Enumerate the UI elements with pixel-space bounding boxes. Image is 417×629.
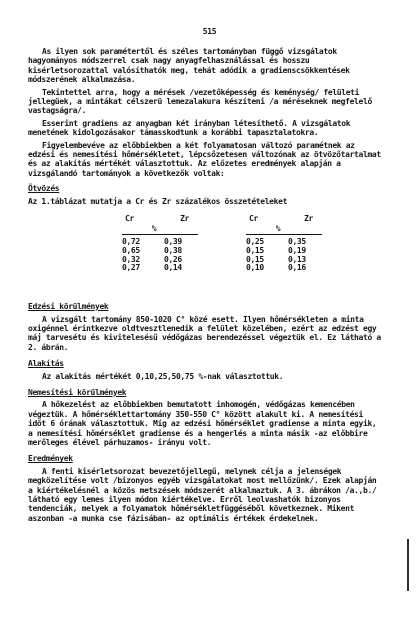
table-cell: 0,16 [288,263,306,273]
table-row [122,264,194,273]
table-cell: 0,38 [164,245,182,255]
table-cell: 0,65 [122,245,140,255]
table-cell: 0,15 [246,245,264,255]
table-cell: 0,19 [288,245,306,255]
eredmenyek-heading: Eredmények [28,454,73,464]
table-header-left [125,214,189,224]
intro-paragraph-1: As ilyen sok paramétertől és széles tartományban függő vizsgálatok hagyományos módszerrel csak nagy anyagfelhasználással és hosszu kisérletsorozattal valósíthatók meg, tehát adódik a gradienscsökkentések módszerének alkalmazása. [28,47,355,85]
nemesitesi-paragraph: A hőkezelést az előbbiekben bemutatott inhomogén, védőgázas kemencében végeztük. A hőmérséklettartomány 350-550 C° között alakult ki. A nemesítési időt 6 órának választottuk. Míg az edzési hőmérséklet gradiense a minta egyik, a nemesítési hőmérséklet gradiense és a hengerlés a minta másik -az előbbire merőleges élével párhuzamos- irányu volt. [28,400,381,447]
table-cell: 0,32 [122,254,140,264]
table-cell: 0,15 [246,254,264,264]
table-cell: 0,13 [288,254,306,264]
margin-mark-short [407,583,409,591]
table-rule-left [122,234,198,235]
table-header-zr-right: Zr [304,214,313,224]
table-unit-right: % [275,224,281,234]
table-cell: 0,26 [164,254,182,264]
table-cell: 0,14 [164,263,182,273]
table-rule-right [246,234,322,235]
page-number: 515 [202,27,217,36]
composition-table [122,214,342,288]
table-cell: 0,35 [288,237,306,247]
table-header-cr-right: Cr [249,214,258,224]
otvozes-heading: Ötvözés [28,184,60,194]
table-header-zr-left: Zr [180,214,189,224]
eredmenyek-paragraph: A fenti kisérletsorozat bevezetőjellegű, melynek célja a jelenségek megközelítése volt /bizonyos egyéb vizsgálatokat most mellőzünk/. Ezek alapján a kiértékelésnél a közös metszések módszerét alkalmaztuk. A 3. ábrákon /a.,b./ látható egy lemes ilyen módon kiértékelve. Erről leolvashatók bizonyos tendenciák, melyek a folyamatok hőmérsékletfüggéséből következnek. Mikent aszonban -a munka cse fázisában- az optimális értékek érdekelnek. [28,466,381,523]
table-row [246,264,318,273]
composition-table-left [122,214,198,273]
table-cell: 0,25 [246,237,264,247]
intro-paragraph-2: Tekintettel arra, hogy a mérések /vezetőképesség és keménység/ felületi jellegüek, a mintákat célszerü lemezalakura készíteni /a méréseknek megfelelő vastagságra/. [28,87,377,116]
alakitas-paragraph: Az alakítás mértékét 0,10,25,50,75 %-nak választottuk. [42,371,284,381]
intro-paragraph-3: Esserint gradiens az anyagban két irányban létesíthető. A vizsgálatok menetének kidolgozásakor támasskodtunk a korábbi tapasztalatokra. [28,118,355,138]
edzesi-heading: Edzési körülmények [28,302,109,312]
composition-table-right [246,214,322,273]
margin-mark [407,539,409,583]
table-cell: 0,72 [122,237,140,247]
alakitas-heading: Alakítás [28,359,64,369]
intro-paragraph-4: Figyelembevéve az előbbiekben a két folyamatosan változó paramétnek az edzési és nemesítési hőmérsékletet, lépcsőzetesen változónak az ötvözőtartalmat és az alakítás mértékét választottuk. Az előzetes eredmények alapján a vizsgálandó tartományok a következők voltak: [28,140,386,178]
table-cell: 0,27 [122,263,140,273]
table-cell: 0,10 [246,263,264,273]
edzesi-paragraph: A vizsgált tartomány 850-1020 C° közé esett. Ilyen hőmérsékleten a minta oxigénnel érintkezve oldtvesztlenedik a felület közelében, ezért az edzést egy máj tarvesétu és kivitelesésű védőgázas berendezéssel végeztük el. Ez látható a 2. ábrán. [28,314,386,352]
table-header-right [249,214,313,224]
table-header-cr-left: Cr [125,214,134,224]
table-cell: 0,39 [164,237,182,247]
table-intro: Az 1.táblázat mutatja a Cr és Zr százalékos összetételeket [28,196,288,206]
nemesitesi-heading: Nemesítési körülmények [28,387,127,397]
table-unit-left: % [151,224,157,234]
